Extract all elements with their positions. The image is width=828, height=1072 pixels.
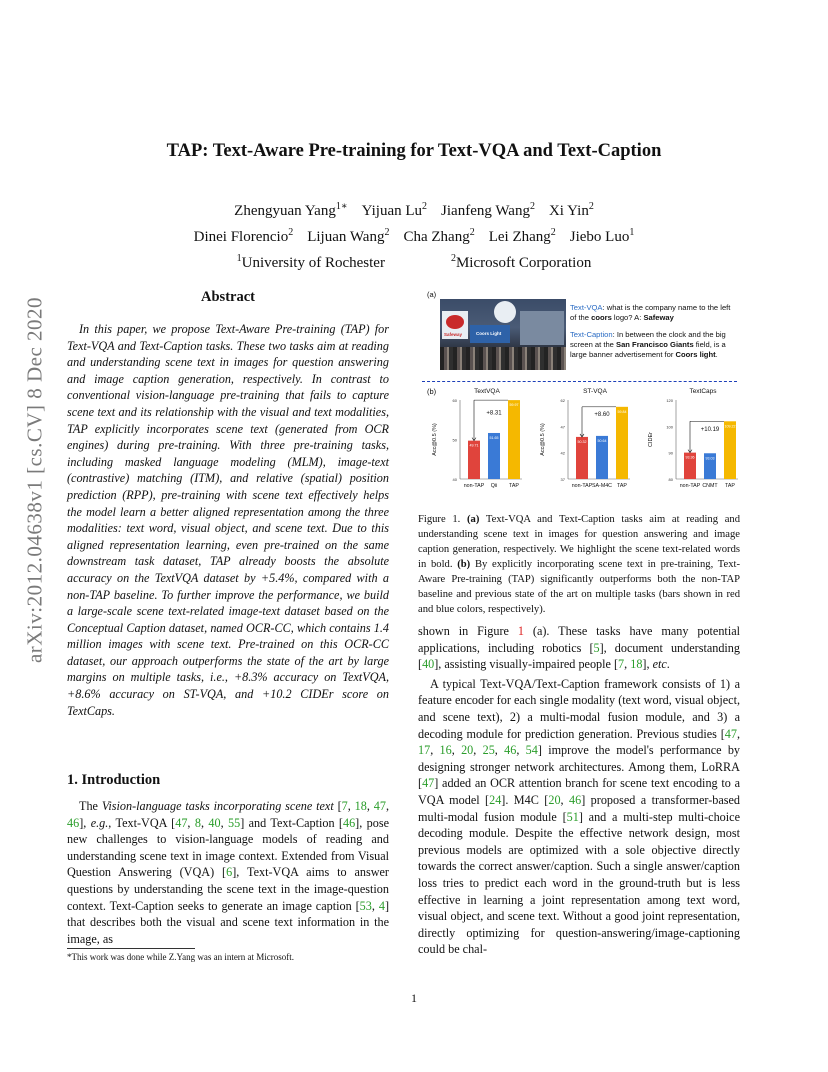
citation-link[interactable]: 46 [342, 815, 356, 830]
chart-bar [724, 421, 736, 479]
citation-link[interactable]: 47 [373, 799, 386, 813]
chart-bar [508, 400, 520, 479]
paragraph-applications: shown in Figure 1 (a). These tasks have many potential applications, including robotics [5], document understanding [40], assisting visually-impaired people [7, 18], etc. [418, 624, 741, 672]
citation-link[interactable]: 55 [228, 815, 241, 830]
figure-divider [422, 381, 737, 382]
citation-link[interactable]: 46 [67, 815, 80, 830]
affiliation-name: Microsoft Corporation [455, 255, 592, 271]
citation-link[interactable]: 5 [593, 640, 600, 655]
citation-link[interactable]: 40 [208, 815, 221, 830]
author-affiliation-mark: 2 [384, 227, 390, 238]
author-affiliation-mark: 2 [550, 227, 556, 238]
citation-list: 53, 4 [359, 898, 385, 913]
author-row-2 [0, 222, 828, 248]
stadium-photo [440, 299, 566, 370]
citation-link[interactable]: 54 [525, 743, 538, 758]
chart-data-label: 49.71 [469, 443, 479, 448]
author-name: Dinei Florencio [193, 229, 289, 245]
citation-link[interactable]: 8 [194, 815, 201, 830]
citation-link[interactable]: 6 [226, 865, 233, 880]
citation-link[interactable]: 17 [418, 743, 431, 758]
chart-bar [616, 407, 628, 479]
paragraph-framework: A typical Text-VQA/Text-Caption framework consists of 1) a feature encoder for each single modality (text word, visual object, and scene text), 2) a multi-modal fusion module, and 3) a decoding module for prediction generation. Previous studies [47, 17, 16, 20, 25, 46, 54] improve the model's performance by designing stronger network architectures. Among them, LoRRA [47] added an OCR attention branch for scene text encoding to a VQA model [24]. M4C [20, 46] proposed a transformer-based multi-modal fusion module [51] and a multi-step multi-choice decoding module. Despite the effective network design, most previous models are optimized with a sole objective directly towards the correct answer/caption. Such a single answer/caption loss tries to predict each word in the ground-truth but is less effective in learning a joint representation among text word, visual object, and scene text. Without a good joint representation, directly optimizing for question-answering/image-captioning could be chal- [418, 676, 741, 957]
figure-1-caption: Figure 1. (a) Text-VQA and Text-Caption tasks aim at reading and understanding scene text in images for question answering and image caption generation, respectively. We highlight the scene text-related words in bold. (b) By explicitly incorporating scene text in pre-training, Text-Aware Pre-training (TAP) significantly outperforms both the non-TAP baseline and previous state of the art on multiple tasks (bars shown in red and blue colors, respectively). [418, 514, 740, 615]
page-number: 1 [411, 991, 417, 1005]
intro-heading: 1. Introduction [67, 772, 161, 788]
author-affiliation-mark: 2 [288, 227, 294, 238]
figure-label-b: (b) [427, 387, 437, 396]
chart-delta-label: +8.31 [486, 410, 502, 417]
footnote: *This work was done while Z.Yang was an intern at Microsoft. [67, 952, 295, 962]
intro-paragraph: The Vision-language tasks incorporating scene text [7, 18, 47, 46], e.g., Text-VQA [47, 8, 40, 55] and Text-Caption [46], pose new challenges to vision-language models of reading and understanding scene text in image context. Extended from Visual Question Answering (VQA) [6], Text-VQA aims to answer questions by understanding the scene text in the image-question context. Text-Caption seeks to generate an image caption [53, 4] that describes both the visual and scene text information in the image, as [67, 799, 390, 946]
citation-link[interactable]: 20 [461, 743, 474, 758]
citation-link[interactable]: 25 [482, 743, 495, 758]
safeway-sign-text: Safeway [444, 332, 463, 337]
right-column-body [418, 623, 740, 958]
author-name: Jiebo Luo [569, 229, 630, 245]
chart-y-tick: 120 [666, 398, 673, 403]
chart-y-tick: 40 [452, 477, 457, 482]
author-name: Lei Zhang [488, 229, 551, 245]
citation-link[interactable]: 16 [439, 743, 452, 758]
author-affiliation-mark: 2 [529, 201, 535, 212]
chart-data-label: 93.03 [705, 456, 715, 461]
citation-link[interactable]: 4 [378, 898, 385, 913]
citation-link[interactable]: 46 [569, 792, 582, 807]
results-bar-charts [418, 386, 741, 496]
paper-title: TAP: Text-Aware Pre-training for Text-VQA and Text-Caption [166, 141, 662, 161]
citation-link[interactable]: 20 [548, 792, 561, 807]
chart-category-label: TAP [509, 483, 519, 489]
chart-y-tick: 42 [560, 450, 565, 456]
text-caption-example: Text-Caption: In between the clock and the big screen at the San Francisco Giants field, is a large banner advertisement for Coors light. [570, 330, 726, 359]
citation-list [343, 816, 355, 830]
chart-title: TextVQA [474, 388, 500, 395]
author-affiliation-mark: 1 [629, 227, 635, 238]
author-name: Lijuan Wang [307, 229, 385, 245]
clock [494, 301, 516, 323]
chart-data-label: 51.65 [489, 435, 499, 440]
citation-link[interactable]: 47 [422, 776, 435, 791]
chart-y-tick: 47 [560, 424, 565, 430]
figure-1 [418, 290, 741, 502]
citation-link[interactable]: 18 [630, 657, 643, 672]
chart-category-label: SA-M4C [591, 483, 613, 489]
chart-category-label: non-TAP [571, 483, 593, 489]
author-name: Cha Zhang [403, 229, 470, 245]
chart-title: TextCaps [689, 388, 717, 395]
citation-list: 47, 17, 16, 20, 25, 46, 54 [418, 726, 740, 758]
citation-link[interactable]: 51 [566, 809, 579, 824]
author-affiliation-mark: 2 [422, 201, 428, 212]
chart-delta-label: +8.60 [594, 411, 610, 418]
citation-link[interactable]: 7 [341, 799, 348, 813]
figure-ref[interactable]: 1 [517, 624, 524, 638]
author-list [0, 196, 828, 274]
chart-category-label: TAP [617, 483, 627, 489]
chart-category-label: non-TAP [463, 483, 485, 489]
chart-title: ST-VQA [583, 388, 607, 395]
chart-category-label: Qii [490, 483, 498, 489]
citation-list: 7, 18, 47, 46 [67, 799, 390, 830]
chart-category-label: CNMT [702, 483, 718, 489]
abstract-heading: Abstract [201, 289, 255, 305]
citation-link[interactable]: 24 [489, 792, 502, 807]
crowd [440, 347, 566, 370]
chart-data-label: 59.84 [617, 409, 627, 414]
affiliation-name: University of Rochester [241, 255, 385, 271]
citation-link[interactable]: 40 [422, 657, 435, 672]
big-screen [520, 311, 564, 345]
abstract-text: In this paper, we propose Text-Aware Pre-training (TAP) for Text-VQA and Text-Caption tasks. These two tasks aim at reading and understanding scene text in images for question answering and image caption generation, respectively. In contrast to conventional vision-language pre-training that fails to capture scene text and its relationship with the visual and text modalities, TAP explicitly incorporates scene text (generated from OCR engines) during pre-training. With three pre-training tasks, including masked language modeling (MLM), image-text (contrastive) matching (ITM), and relative (spatial) position prediction (RPP), pre-training with scene text effectively helps the model learn a better aligned representation among the three modalities: text word, visual object, and scene text. Due to this aligned representation learning, even pre-trained on the same downstream task dataset, TAP already boosts the absolute accuracy on the TextVQA dataset by +5.4%, compared with a non-TAP baseline. To further improve the performance, we build a large-scale scene text-related image-text dataset based on the Conceptual Caption dataset, named OCR-CC, which contains 1.4 million images with scene text. Pre-trained on this OCR-CC dataset, our approach outperforms the state of the art by large margins on multiple tasks, i.e., +8.3% accuracy on TextVQA, +8.6% accuracy on ST-VQA, and +10.2 CIDEr score on TextCaps. [67, 322, 389, 718]
author-name: Xi Yin [548, 203, 589, 219]
safeway-logo [446, 315, 464, 329]
author-name: Jianfeng Wang [441, 203, 530, 219]
chart-delta-label: +10.19 [700, 426, 720, 433]
citation-link[interactable]: 18 [354, 799, 367, 813]
chart-data-label: 50.32 [577, 439, 587, 444]
author-name: Zhengyuan Yang [234, 203, 336, 219]
citation-link[interactable]: 7 [618, 657, 625, 672]
affiliations [0, 248, 828, 274]
coors-banner-text: Coors Light [476, 331, 502, 336]
affiliation-mark: 2 [450, 253, 456, 264]
chart-data-label: 109.22 [724, 424, 736, 429]
chart-y-tick: 62 [560, 398, 565, 403]
author-affiliation-mark: 2 [469, 227, 475, 238]
text-vqa-example: Text-VQA: what is the company name to the left of the coors logo? A: Safeway [570, 303, 731, 322]
citation-link[interactable]: 47 [724, 726, 737, 741]
chart-data-label: 50.64 [597, 438, 607, 443]
chart-y-tick: 90 [668, 450, 673, 456]
chart-y-tick: 100 [666, 424, 673, 430]
chart-ylabel: Acc@0.5 (%) [432, 423, 438, 456]
author-affiliation-mark: 1∗ [335, 201, 348, 212]
chart-data-label: 93.36 [685, 455, 695, 460]
chart-ylabel: CIDEr [648, 432, 654, 447]
citation-list: 47, 8, 40, 55 [175, 815, 241, 830]
chart-y-tick: 37 [560, 477, 565, 482]
arxiv-stamp: arXiv:2012.04638v1 [cs.CV] 8 Dec 2020 [22, 296, 47, 664]
chart-y-tick: 50 [452, 437, 457, 443]
author-row-1 [0, 196, 828, 222]
chart-data-label: 59.97 [509, 403, 519, 408]
citation-link[interactable]: 46 [504, 743, 517, 758]
citation-link[interactable]: 47 [175, 815, 188, 830]
affiliation-mark: 1 [236, 253, 242, 264]
citation-link[interactable]: 53 [359, 898, 372, 913]
chart-y-tick: 60 [452, 398, 457, 403]
author-name: Yijuan Lu [361, 203, 423, 219]
chart-ylabel: Acc@0.5 (%) [540, 423, 546, 456]
chart-y-tick: 80 [668, 477, 673, 482]
chart-category-label: TAP [725, 483, 735, 489]
chart-category-label: non-TAP [679, 483, 701, 489]
figure-label-a: (a) [427, 290, 437, 299]
author-affiliation-mark: 2 [588, 201, 594, 212]
footnote-rule [67, 948, 195, 949]
